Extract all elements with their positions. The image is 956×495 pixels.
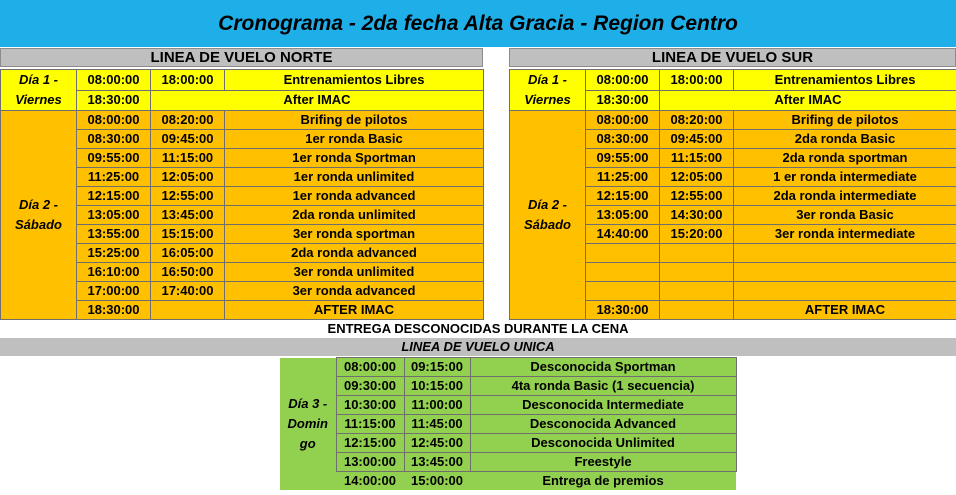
end-time: 12:05:00 [151,168,225,187]
start-time: 08:00:00 [586,70,660,91]
activity: 2da ronda sportman [734,149,956,168]
table-row [280,472,736,491]
end-time [660,244,734,263]
start-time: 16:10:00 [77,263,151,282]
end-time: 08:20:00 [660,111,734,130]
start-time: 13:55:00 [77,225,151,244]
activity: Entrenamientos Libres [734,70,956,91]
activity: 1er ronda Sportman [225,149,484,168]
activity: AFTER IMAC [734,301,956,320]
activity: 4ta ronda Basic (1 secuencia) [470,377,736,396]
end-time: 11:15:00 [151,149,225,168]
activity: 2da ronda Basic [734,130,956,149]
unica-table [280,357,737,490]
activity [734,282,956,301]
end-time: 11:45:00 [404,415,470,434]
end-time: 16:05:00 [151,244,225,263]
start-time: 14:40:00 [586,225,660,244]
start-time: 15:25:00 [77,244,151,263]
start-time: 08:00:00 [336,358,404,377]
activity: 1er ronda advanced [225,187,484,206]
activity: 3er ronda unlimited [225,263,484,282]
activity: After IMAC [660,90,956,111]
start-time: 17:00:00 [77,282,151,301]
sur-table [509,69,956,320]
end-time: 14:30:00 [660,206,734,225]
norte-header: LINEA DE VUELO NORTE [0,48,483,67]
activity: Brifing de pilotos [734,111,956,130]
activity: Desconocida Advanced [470,415,736,434]
norte-table [0,69,484,320]
end-time: 10:15:00 [404,377,470,396]
end-time: 09:45:00 [151,130,225,149]
end-time: 18:00:00 [660,70,734,91]
start-time: 12:15:00 [77,187,151,206]
start-time [586,282,660,301]
end-time: 12:55:00 [151,187,225,206]
unica-day3-label: Día 3 - Domin go [280,358,336,491]
end-time [660,282,734,301]
start-time: 08:00:00 [77,70,151,91]
activity: Freestyle [470,453,736,472]
table-row [280,358,736,377]
table-row [1,70,484,91]
start-time: 12:15:00 [586,187,660,206]
activity: 3er ronda advanced [225,282,484,301]
table-row [280,415,736,434]
start-time: 08:00:00 [586,111,660,130]
table-row [510,70,956,91]
sur-day2-label: Día 2 - Sábado [510,111,586,320]
activity: Brifing de pilotos [225,111,484,130]
start-time: 18:30:00 [586,90,660,111]
end-time [660,263,734,282]
end-time [151,301,225,320]
start-time: 13:05:00 [586,206,660,225]
end-time: 13:45:00 [404,453,470,472]
activity: Desconocida Unlimited [470,434,736,453]
start-time: 11:25:00 [586,168,660,187]
end-time: 11:15:00 [660,149,734,168]
end-time: 08:20:00 [151,111,225,130]
end-time: 17:40:00 [151,282,225,301]
table-row [510,111,956,130]
start-time: 11:15:00 [336,415,404,434]
end-time: 12:55:00 [660,187,734,206]
start-time [586,244,660,263]
norte-day1-label: Día 1 - Viernes [1,70,77,111]
activity: 1er ronda unlimited [225,168,484,187]
activity [734,263,956,282]
table-row [280,396,736,415]
sur-header: LINEA DE VUELO SUR [509,48,956,67]
activity: 3er ronda intermediate [734,225,956,244]
unica-header: LINEA DE VUELO UNICA [0,338,956,356]
table-row [280,434,736,453]
table-row [280,453,736,472]
start-time: 11:25:00 [77,168,151,187]
page-title: Cronograma - 2da fecha Alta Gracia - Region Centro [0,0,956,47]
start-time: 08:00:00 [77,111,151,130]
activity: 3er ronda sportman [225,225,484,244]
end-time: 13:45:00 [151,206,225,225]
start-time: 13:05:00 [77,206,151,225]
activity: 1er ronda Basic [225,130,484,149]
activity: 2da ronda unlimited [225,206,484,225]
end-time: 12:05:00 [660,168,734,187]
activity: 2da ronda intermediate [734,187,956,206]
norte-day2-label: Día 2 - Sábado [1,111,77,320]
end-time: 12:45:00 [404,434,470,453]
end-time [660,301,734,320]
table-row [1,111,484,130]
start-time: 10:30:00 [336,396,404,415]
activity: AFTER IMAC [225,301,484,320]
end-time: 16:50:00 [151,263,225,282]
start-time [586,263,660,282]
activity: 1 er ronda intermediate [734,168,956,187]
start-time: 08:30:00 [77,130,151,149]
end-time: 15:15:00 [151,225,225,244]
sur-day1-label: Día 1 - Viernes [510,70,586,111]
activity: 2da ronda advanced [225,244,484,263]
start-time: 14:00:00 [336,472,404,491]
start-time: 18:30:00 [77,301,151,320]
end-time: 18:00:00 [151,70,225,91]
start-time: 09:55:00 [77,149,151,168]
start-time: 13:00:00 [336,453,404,472]
end-time: 15:00:00 [404,472,470,491]
activity [734,244,956,263]
start-time: 18:30:00 [586,301,660,320]
activity: Desconocida Sportman [470,358,736,377]
start-time: 18:30:00 [77,90,151,111]
start-time: 12:15:00 [336,434,404,453]
start-time: 09:30:00 [336,377,404,396]
activity: Desconocida Intermediate [470,396,736,415]
start-time: 09:55:00 [586,149,660,168]
end-time: 09:45:00 [660,130,734,149]
end-time: 11:00:00 [404,396,470,415]
table-row [280,377,736,396]
activity: 3er ronda Basic [734,206,956,225]
activity: Entrega de premios [470,472,736,491]
end-time: 15:20:00 [660,225,734,244]
end-time: 09:15:00 [404,358,470,377]
activity: Entrenamientos Libres [225,70,484,91]
dinner-note: ENTREGA DESCONOCIDAS DURANTE LA CENA [327,321,629,336]
activity: After IMAC [151,90,484,111]
start-time: 08:30:00 [586,130,660,149]
